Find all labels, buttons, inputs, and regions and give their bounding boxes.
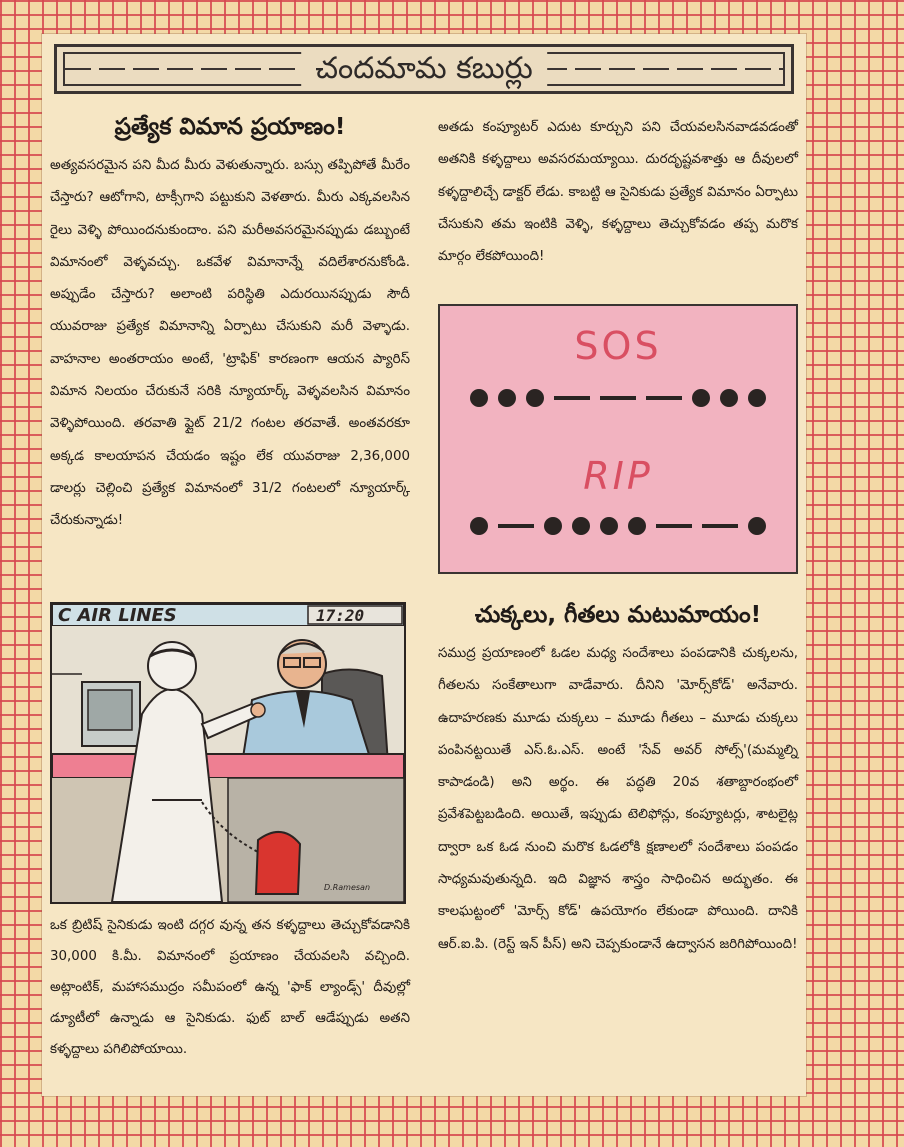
rip-morse-dot-3 — [544, 517, 562, 535]
rip-morse-dot-1 — [470, 517, 488, 535]
right-column-lower — [438, 600, 798, 961]
rip-morse-dot-6 — [628, 517, 646, 535]
article1-body: అత్యవసరమైన పని మీద మీరు వెళుతున్నారు. బస్సు తప్పిపోతే మీరేం చేస్తారు? ఆటోగాని, టాక్సీగాని పట్టుకుని వెళతారు. మీరు ఎక్కవలసిన రైలు వెళ్ళి పోయిందనుకుందాం. పని మరీఅవసరమైనప్పుడు డబ్బుంటే విమానంలో వెళ్ళవచ్చు. ఒకవేళ విమానాన్నే వదిలేశారనుకోండి. అప్పుడేం చేస్తారు? అలాంటి పరిస్థితి ఎదురయినప్పుడు సౌదీ యువరాజు ప్రత్యేక విమానాన్ని ఏర్పాటు చేసుకుని మరీ వెళ్ళాడు. వాహనాల అంతరాయం అంటే, 'ట్రాఫిక్' కారణంగా ఆయన ప్యారిస్ విమాన నిలయం చేరుకునే సరికి న్యూయార్క్ వెళ్ళవలసిన విమానం వెళ్ళిపోయింది. తరవాతి ఫ్లైట్ 21/2 గంటల తరవాతే. అంతవరకూ అక్కడ కాలయాపన చేయడం ఇష్టం లేక యువరాజు 2,36,000 డాలర్లు చెల్లించి ప్రత్యేక విమానంలో 31/2 గంటలలో న్యూయార్క్ చేరుకున్నాడు! — [50, 158, 410, 529]
rip-morse-dot-9 — [748, 517, 766, 535]
banner-title: చందమామ కబుర్లు — [301, 51, 547, 87]
rip-morse-dash-8 — [702, 524, 738, 528]
clock-display: 17:20 — [316, 606, 365, 625]
sos-word: SOS — [574, 324, 662, 368]
article1-headline: ప్రత్యేక విమాన ప్రయాణం! — [114, 114, 346, 140]
airline-counter-drawing — [52, 604, 404, 902]
sos-morse-dot-3 — [526, 389, 544, 407]
banner-inner-frame — [63, 52, 785, 86]
cartoon-illustration — [50, 602, 406, 904]
right-column — [438, 112, 798, 273]
airline-sign-text: C AIR LINES — [58, 605, 177, 626]
sos-morse-dash-4 — [554, 396, 590, 400]
article2-body: సముద్ర ప్రయాణంలో ఓడల మధ్య సందేశాలు పంపడానికి చుక్కలను, గీతలను సంకేతాలుగా వాడేవారు. దీనిని 'మోర్స్‌కోడ్' అనేవారు. ఉదాహరణకు మూడు చుక్కలు – మూడు గీతలు – మూడు చుక్కలు పంపినట్టయితే ఎస్.ఓ.ఎస్. అంటే 'సేవ్ అవర్ సోల్స్'(మమ్మల్ని కాపాడండి) అని అర్థం. ఈ పద్ధతి 20వ శతాబ్దారంభంలో ప్రవేశపెట్టబడింది. అయితే, ఇప్పుడు టెలిఫోన్లు, కంప్యూటర్లు, శాటలైట్ల ద్వారా ఒక ఓడ నుంచి మరొక ఓడలోకి క్షణాలలో సందేశాలు పంపడం సాధ్యమవుతున్నది. ఇది విజ్ఞాన శాస్త్రం సాధించిన అద్భుతం. ఈ కాలఘట్టంలో 'మోర్స్ కోడ్' ఉపయోగం లేకుండా పోయింది. దానికి ఆర్.ఐ.పి. (రెస్ట్ ఇన్ పీస్) అని చెప్పకుండానే ఉద్వాసన జరిగిపోయింది! — [438, 646, 798, 952]
morse-symbols — [440, 306, 796, 572]
rip-morse-dash-7 — [656, 524, 692, 528]
airline-counter — [52, 754, 404, 778]
sos-morse-dot-7 — [692, 389, 710, 407]
sos-morse-dash-6 — [646, 396, 682, 400]
sos-morse-dot-8 — [720, 389, 738, 407]
rip-word: RIP — [583, 454, 653, 498]
sos-morse-dash-5 — [600, 396, 636, 400]
magazine-page — [42, 34, 806, 1096]
money-bag — [256, 832, 300, 894]
rip-morse-dot-4 — [572, 517, 590, 535]
sos-morse-dot-1 — [470, 389, 488, 407]
left-column — [50, 112, 410, 538]
morse-code-box — [438, 304, 798, 574]
section-banner — [54, 44, 794, 94]
rip-morse-dash-2 — [498, 524, 534, 528]
sos-morse-dot-9 — [748, 389, 766, 407]
rip-morse-dot-5 — [600, 517, 618, 535]
article1-continuation: అతడు కంప్యూటర్ ఎదుట కూర్చుని పని చేయవలసినవాడవడంతో అతనికి కళ్ళద్దాలు అవసరమయ్యాయి. దురదృష్టవశాత్తు ఆ దీవులలో కళ్ళద్దాలిచ్చే డాక్టర్ లేడు. కాబట్టి ఆ సైనికుడు ప్రత్యేక విమానం ఏర్పాటు చేసుకుని తమ ఇంటికి వెళ్ళి, కళ్ళద్దాలు తెచ్చుకోవడం తప్ప మరొక మార్గం లేకపోయింది! — [438, 120, 798, 265]
artist-signature: D.Ramesan — [324, 883, 371, 892]
illustration-caption: ఒక బ్రిటిష్ సైనికుడు ఇంటి దగ్గర వున్న తన కళ్ళద్దాలు తెచ్చుకోవడానికి 30,000 కి.మీ. విమానంలో ప్రయాణం చేయవలసి వచ్చింది. అట్లాంటిక్, మహాసముద్రం సమీపంలో ఉన్న 'ఫాక్ ల్యాండ్స్' దీవుల్లో డ్యూటీలో ఉన్నాడు ఆ సైనికుడు. ఫుట్ బాల్ ఆడేప్పుడు అతని కళ్ళద్దాలు పగిలిపోయాయి. — [50, 918, 410, 1057]
article2-headline: చుక్కలు, గీతలు మటుమాయం! — [474, 602, 762, 628]
sos-morse-dot-2 — [498, 389, 516, 407]
